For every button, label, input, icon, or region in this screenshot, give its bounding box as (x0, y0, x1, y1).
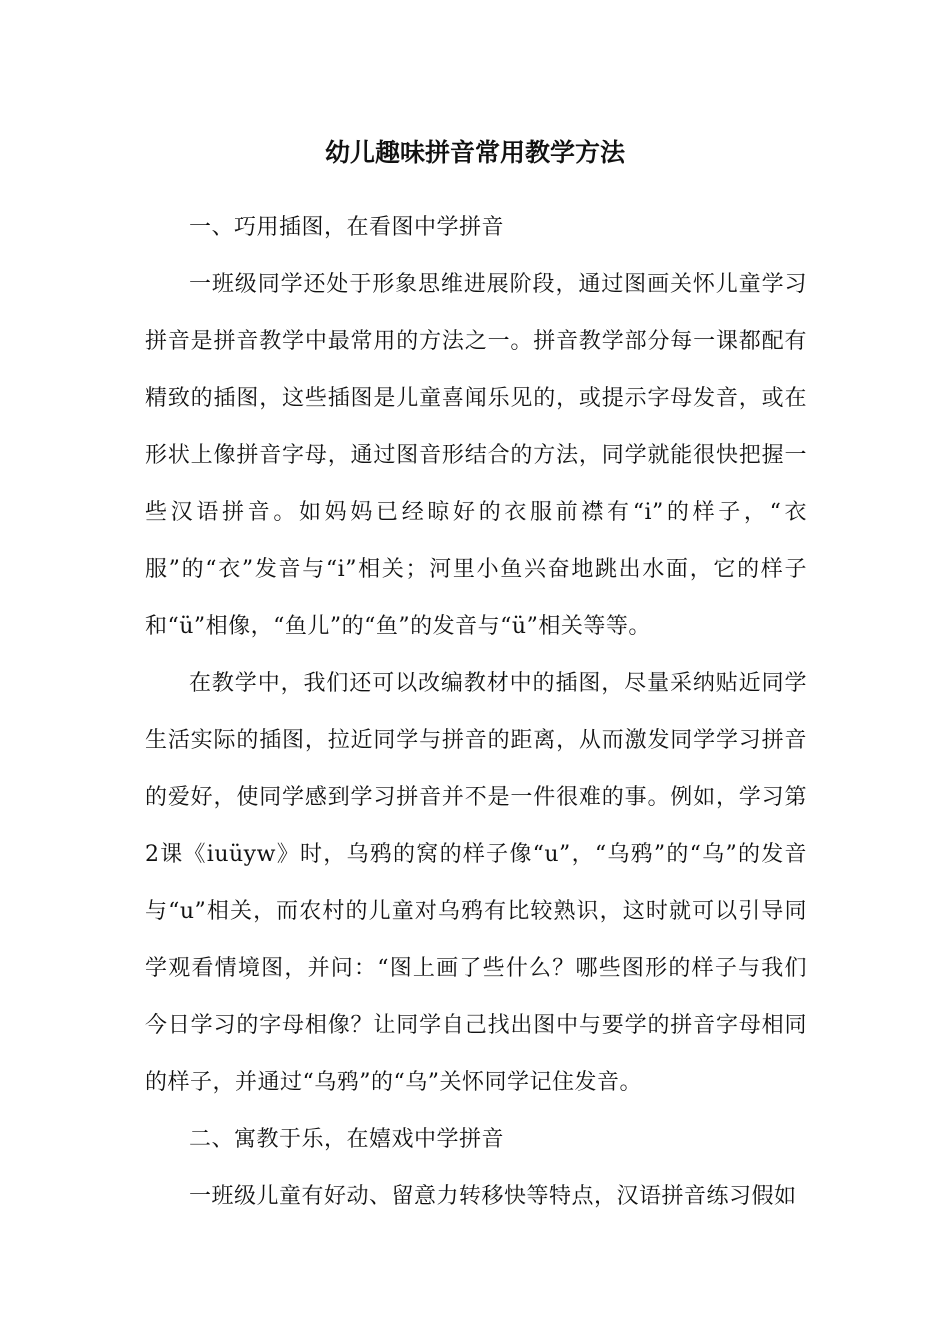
document-body (145, 199, 807, 1225)
paragraph: 在教学中，我们还可以改编教材中的插图，尽量采纳贴近同学生活实际的插图，拉近同学与拼音的距离，从而激发同学学习拼音的爱好，使同学感到学习拼音并不是一件很难的事。例如，学习第2课《iuüyw》时，乌鸦的窝的样子像“u”，“乌鸦”的“乌”的发音与“u”相关，而农村的儿童对乌鸦有比较熟识，这时就可以引导同学观看情境图，并问：“图上画了些什么？哪些图形的样子与我们今日学习的字母相像？让同学自己找出图中与要学的拼音字母相同的样子，并通过“乌鸦”的“乌”关怀同学记住发音。 (145, 671, 807, 1095)
document-title: 幼儿趣味拼音常用教学方法 (324, 138, 625, 167)
section-heading-2: 二、寓教于乐，在嬉戏中学拼音 (189, 1127, 505, 1152)
paragraph: 一班级儿童有好动、留意力转移快等特点，汉语拼音练习假如 (189, 1184, 797, 1209)
paragraph: 一班级同学还处于形象思维进展阶段，通过图画关怀儿童学习拼音是拼音教学中最常用的方法之一。拼音教学部分每一课都配有精致的插图，这些插图是儿童喜闻乐见的，或提示字母发音，或在形状上像拼音字母，通过图音形结合的方法，同学就能很快把握一些汉语拼音。如妈妈已经晾好的衣服前襟有“i”的样子，“衣服”的“衣”发音与“i”相关；河里小鱼兴奋地跳出水面，它的样子和“ü”相像，“鱼儿”的“鱼”的发音与“ü”相关等等。 (145, 272, 807, 639)
section-heading-1: 一、巧用插图，在看图中学拼音 (189, 215, 505, 240)
